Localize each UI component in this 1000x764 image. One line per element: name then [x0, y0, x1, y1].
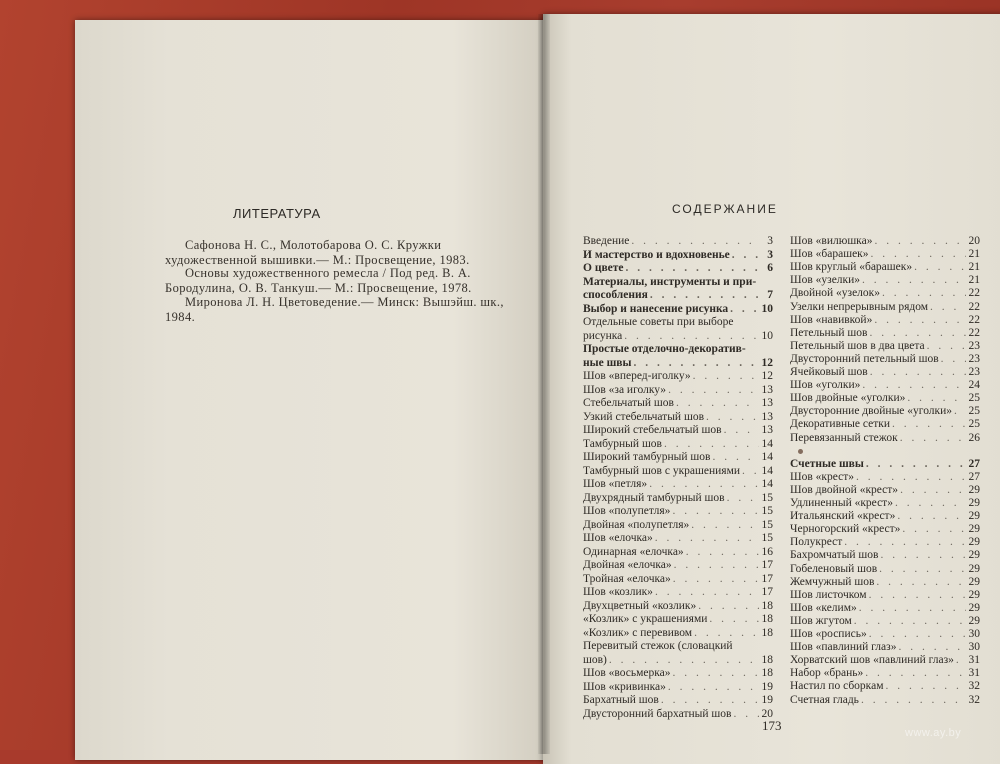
- toc-leader-dots: [928, 300, 966, 314]
- toc-entry-page: 15: [761, 505, 773, 517]
- toc-entry-page: 17: [761, 586, 773, 598]
- toc-entry: [790, 548, 980, 562]
- toc-entry-page: 27: [968, 470, 980, 483]
- toc-entry: [583, 315, 773, 329]
- left-page: [75, 20, 547, 760]
- toc-entry: [583, 288, 773, 302]
- toc-leader-dots: [852, 614, 966, 628]
- toc-entry: [583, 680, 773, 694]
- toc-entry: [790, 679, 980, 693]
- toc-entry-title: О цвете: [583, 262, 624, 274]
- toc-entry-title: Двойная «елочка»: [583, 559, 672, 571]
- toc-leader-dots: [607, 653, 759, 667]
- book-gutter: [538, 14, 550, 754]
- toc-entry-page: 18: [761, 667, 773, 679]
- toc-entry-title: Тамбурный шов с украшениями: [583, 464, 741, 477]
- reference-item: Сафонова Н. С., Молотобарова О. С. Кружки художественной вышивки.— М.: Просвещение, 1983.: [165, 238, 470, 267]
- reference-item: Основы художественного ремесла / Под ред. В. А. Бородулина, О. В. Танкуш.— М.: Просвещение, 1978.: [165, 266, 472, 295]
- toc-entry-page: 22: [968, 313, 980, 326]
- toc-leader-dots: [672, 558, 759, 572]
- toc-entry-title: Шов «петля»: [583, 478, 648, 490]
- toc-entry-page: 13: [761, 383, 773, 396]
- toc-entry: [790, 653, 980, 667]
- toc-entry-title: «Козлик» с перевивом: [583, 626, 693, 639]
- toc-entry: [790, 273, 980, 287]
- toc-entry-title: Бархатный шов: [583, 694, 659, 706]
- toc-entry-page: 15: [761, 532, 773, 544]
- toc-entry-title: Шов листочком: [790, 588, 867, 601]
- toc-entry-page: 29: [968, 536, 980, 549]
- toc-leader-dots: [670, 504, 759, 518]
- toc-entry: [583, 464, 773, 478]
- contents-title: СОДЕРЖАНИЕ: [672, 202, 778, 216]
- toc-entry-page: 15: [761, 491, 773, 504]
- toc-entry: [790, 470, 980, 484]
- toc-leader-dots: [872, 234, 966, 248]
- toc-leader-dots: [898, 483, 966, 497]
- toc-entry-title: Счетные швы: [790, 457, 864, 470]
- toc-entry-page: 32: [968, 680, 980, 693]
- toc-entry: [790, 417, 980, 431]
- toc-entry-page: 18: [761, 613, 773, 625]
- toc-leader-dots: [895, 509, 966, 523]
- toc-leader-dots: [722, 423, 759, 437]
- toc-entry: [790, 313, 980, 327]
- toc-entry-title: Жемчужный шов: [790, 575, 875, 588]
- toc-entry-title: Ячейковый шов: [790, 366, 868, 378]
- toc-leader-dots: [666, 383, 759, 397]
- toc-entry-title: Петельный шов: [790, 326, 868, 339]
- toc-entry-page: 22: [968, 300, 980, 313]
- toc-leader-dots: [868, 365, 966, 379]
- toc-entry-page: 17: [761, 559, 773, 571]
- toc-leader-dots: [896, 640, 966, 654]
- toc-leader-dots: [689, 518, 759, 532]
- toc-entry: [583, 653, 773, 667]
- toc-entry: [583, 437, 773, 451]
- toc-entry-title: Шов двойной «крест»: [790, 483, 899, 496]
- toc-entry: [790, 588, 980, 602]
- toc-entry: [583, 329, 773, 343]
- toc-entry-title: Полукрест: [790, 536, 843, 549]
- toc-leader-dots: [925, 339, 966, 353]
- toc-entry: [790, 535, 980, 549]
- toc-entry: [583, 707, 773, 721]
- toc-entry-page: 14: [761, 437, 773, 450]
- toc-leader-dots: [912, 260, 966, 274]
- toc-entry: [790, 627, 980, 641]
- toc-leader-dots: [860, 378, 966, 392]
- literature-title: ЛИТЕРАТУРА: [233, 206, 321, 221]
- toc-entry-title: Широкий тамбурный шов: [583, 451, 711, 463]
- toc-entry-page: 14: [761, 464, 773, 477]
- toc-leader-dots: [859, 693, 966, 707]
- toc-leader-dots: [864, 457, 966, 471]
- toc-leader-dots: [728, 302, 759, 316]
- toc-entry-page: 22: [968, 287, 980, 300]
- toc-entry: [790, 575, 980, 589]
- toc-leader-dots: [725, 491, 759, 505]
- toc-leader-dots: [696, 599, 759, 613]
- toc-leader-dots: [854, 470, 966, 484]
- toc-entry-title: шов): [583, 653, 607, 666]
- toc-entry-title: Двойная «полупетля»: [583, 518, 690, 531]
- toc-leader-dots: [653, 531, 759, 545]
- toc-entry: [583, 477, 773, 491]
- toc-entry: [583, 450, 773, 464]
- toc-entry-page: 18: [761, 626, 773, 639]
- toc-entry-title: Хорватский шов «павлиний глаз»: [790, 654, 954, 667]
- toc-entry-page: 12: [761, 356, 773, 369]
- toc-entry: [790, 431, 980, 445]
- toc-entry-page: 25: [968, 418, 980, 431]
- toc-entry-page: 29: [968, 575, 980, 588]
- toc-entry: [583, 248, 773, 262]
- toc-leader-dots: [893, 496, 966, 510]
- toc-entry-page: 29: [968, 614, 980, 627]
- toc-entry-title: Набор «брань»: [790, 667, 864, 680]
- toc-entry-title: Шов «крест»: [790, 470, 855, 483]
- toc-entry: [583, 531, 773, 545]
- toc-entry-page: 29: [968, 562, 980, 575]
- toc-entry-page: 30: [968, 628, 980, 640]
- toc-entry-title: Перевязанный стежок: [790, 431, 898, 444]
- toc-entry-title: Выбор и нанесение рисунка: [583, 302, 729, 315]
- toc-entry-page: 10: [761, 302, 773, 315]
- toc-entry-title: Двойной «узелок»: [790, 287, 881, 300]
- toc-entry-title: Счетная гладь: [790, 693, 859, 706]
- toc-entry-title: Шов «восьмерка»: [583, 667, 671, 679]
- toc-entry-title: Итальянский «крест»: [790, 510, 896, 523]
- toc-entry: [790, 339, 980, 353]
- toc-entry-title: Шов «навивкой»: [790, 313, 873, 326]
- toc-entry-title: Материалы, инструменты и при-: [583, 275, 757, 288]
- toc-entry-title: Шов «уголки»: [790, 379, 861, 392]
- toc-leader-dots: [890, 417, 966, 431]
- toc-entry: [790, 300, 980, 314]
- toc-entry-title: Двусторонний петельный шов: [790, 352, 939, 365]
- toc-entry: [583, 599, 773, 613]
- toc-entry-title: Двухцветный «козлик»: [583, 599, 697, 612]
- toc-entry: [790, 693, 980, 707]
- reference-item: Миронова Л. Н. Цветоведение.— Минск: Вышэйш. шк., 1984.: [165, 295, 504, 324]
- toc-entry-page: 13: [761, 424, 773, 436]
- toc-entry-title: Шов «павлиний глаз»: [790, 641, 897, 654]
- toc-entry: [790, 666, 980, 680]
- toc-entry-title: Черногорский «крест»: [790, 523, 901, 536]
- toc-entry: [583, 302, 773, 316]
- toc-entry-title: Простые отделочно-декоратив-: [583, 343, 746, 355]
- toc-entry: [790, 640, 980, 654]
- toc-leader-dots: [671, 666, 759, 680]
- toc-entry-title: Отдельные советы при выборе: [583, 316, 734, 328]
- toc-entry-page: 26: [968, 431, 980, 444]
- toc-entry-page: 21: [968, 248, 980, 261]
- toc-entry-title: Шов жгутом: [790, 614, 852, 627]
- toc-entry: [790, 378, 980, 392]
- toc-leader-dots: [880, 286, 966, 300]
- toc-entry-title: Шов «роспись»: [790, 628, 867, 640]
- toc-leader-dots: [691, 369, 759, 383]
- toc-entry: [790, 365, 980, 379]
- toc-entry-page: 29: [968, 588, 980, 601]
- toc-entry: [583, 639, 773, 653]
- toc-entry-title: Шов «узелки»: [790, 274, 861, 287]
- toc-entry-title: способления: [583, 289, 648, 301]
- toc-entry: [583, 356, 773, 370]
- toc-entry: [790, 444, 980, 458]
- toc-entry-title: Тамбурный шов: [583, 437, 662, 450]
- toc-entry-page: 16: [761, 545, 773, 558]
- toc-leader-dots: [842, 535, 966, 549]
- toc-leader-dots: [631, 356, 759, 370]
- toc-entry-page: 29: [968, 601, 980, 614]
- toc-leader-dots: [674, 396, 759, 410]
- toc-entry-title: Петельный шов в два цвета: [790, 339, 925, 352]
- toc-leader-dots: [878, 548, 966, 562]
- toc-leader-dots: [684, 545, 759, 559]
- toc-entry-page: 14: [761, 478, 773, 490]
- toc-entry-page: 29: [968, 510, 980, 523]
- toc-leader-dots: [704, 410, 759, 424]
- toc-leader-dots: [869, 247, 966, 261]
- toc-entry: [583, 410, 773, 424]
- toc-entry-page: 17: [761, 572, 773, 585]
- toc-leader-dots: [707, 612, 759, 626]
- toc-entry-title: Двусторонний бархатный шов: [583, 707, 732, 720]
- toc-leader-dots: [863, 666, 966, 680]
- toc-leader-dots: [731, 707, 759, 721]
- toc-entry: [583, 369, 773, 383]
- toc-entry-title: Шов «козлик»: [583, 586, 653, 598]
- toc-entry: [790, 352, 980, 366]
- toc-entry-page: 13: [761, 410, 773, 423]
- toc-entry: [583, 518, 773, 532]
- toc-leader-dots: [653, 585, 759, 599]
- toc-leader-dots: [662, 437, 759, 451]
- toc-entry-page: 25: [968, 392, 980, 405]
- toc-entry-title: Шов круглый «барашек»: [790, 261, 913, 274]
- toc-entry: [790, 496, 980, 510]
- toc-entry-page: 21: [968, 274, 980, 287]
- toc-entry: [583, 545, 773, 559]
- toc-entry-page: 23: [968, 352, 980, 365]
- toc-entry: [790, 614, 980, 628]
- toc-entry-page: 20: [968, 235, 980, 247]
- toc-entry-page: 19: [761, 680, 773, 693]
- toc-entry-title: Гобеленовый шов: [790, 562, 878, 575]
- toc-entry-page: 24: [968, 379, 980, 392]
- toc-entry: [790, 404, 980, 418]
- toc-entry-page: 29: [968, 523, 980, 536]
- toc-entry-page: 29: [968, 497, 980, 509]
- toc-entry-title: Перевитый стежок (словацкий: [583, 640, 733, 652]
- toc-entry-title: Узкий стебельчатый шов: [583, 410, 704, 423]
- toc-entry-title: Одинарная «елочка»: [583, 545, 684, 558]
- toc-leader-dots: [952, 404, 966, 418]
- toc-entry-title: Двусторонние двойные «уголки»: [790, 405, 953, 418]
- toc-entry: [583, 626, 773, 640]
- toc-entry-page: 15: [761, 518, 773, 531]
- toc-entry: [790, 601, 980, 615]
- toc-leader-dots: [692, 626, 759, 640]
- toc-leader-dots: [666, 680, 759, 694]
- toc-entry-page: 23: [968, 366, 980, 378]
- toc-entry-page: 22: [968, 326, 980, 339]
- toc-entry: [583, 491, 773, 505]
- toc-entry-title: Шов двойные «уголки»: [790, 392, 906, 405]
- toc-entry-page: 23: [968, 339, 980, 352]
- toc-entry-title: Шов «вилюшка»: [790, 235, 873, 247]
- toc-leader-dots: [629, 234, 759, 248]
- toc-entry: [790, 562, 980, 576]
- toc-leader-dots: [867, 588, 966, 602]
- toc-entry-title: ные швы: [583, 356, 632, 369]
- toc-entry-page: 21: [968, 261, 980, 274]
- toc-entry: [583, 585, 773, 599]
- toc-entry-title: Декоративные сетки: [790, 418, 890, 431]
- toc-leader-dots: [647, 477, 759, 491]
- toc-leader-dots: [877, 562, 966, 576]
- toc-entry-page: 30: [968, 641, 980, 654]
- toc-entry-title: Широкий стебельчатый шов: [583, 424, 722, 436]
- toc-entry-page: 27: [968, 457, 980, 470]
- paper-stain: [798, 449, 803, 454]
- toc-entry-title: Тройная «елочка»: [583, 572, 671, 585]
- toc-leader-dots: [622, 329, 759, 343]
- toc-entry-title: Шов «за иголку»: [583, 383, 667, 396]
- toc-entry-title: Двухрядный тамбурный шов: [583, 491, 725, 504]
- toc-leader-dots: [867, 627, 966, 641]
- toc-entry-page: 13: [761, 397, 773, 409]
- toc-entry-page: 19: [761, 694, 773, 706]
- watermark: www.ay.by: [905, 727, 962, 739]
- toc-leader-dots: [905, 391, 966, 405]
- toc-entry-title: Введение: [583, 235, 630, 247]
- toc-entry: [790, 286, 980, 300]
- toc-entry: [583, 275, 773, 289]
- toc-entry-page: 32: [968, 693, 980, 706]
- toc-entry: [790, 247, 980, 261]
- toc-entry-page: 18: [761, 653, 773, 666]
- toc-leader-dots: [671, 572, 759, 586]
- toc-entry-title: Шов «вперед-иголку»: [583, 370, 691, 382]
- toc-entry-page: 14: [761, 451, 773, 463]
- toc-leader-dots: [710, 450, 759, 464]
- toc-leader-dots: [900, 522, 966, 536]
- toc-entry: [583, 504, 773, 518]
- toc-entry-title: Узелки непрерывным рядом: [790, 300, 929, 313]
- toc-leader-dots: [860, 273, 966, 287]
- toc-leader-dots: [740, 464, 759, 478]
- toc-entry: [583, 612, 773, 626]
- toc-leader-dots: [874, 575, 966, 589]
- toc-entry-title: И мастерство и вдохновенье: [583, 248, 730, 261]
- toc-entry: [790, 522, 980, 536]
- toc-entry-page: 3: [767, 235, 773, 247]
- toc-leader-dots: [872, 313, 966, 327]
- toc-entry-page: 12: [761, 370, 773, 382]
- toc-entry-page: 18: [761, 599, 773, 612]
- toc-entry-page: 6: [767, 262, 773, 274]
- toc-leader-dots: [857, 601, 966, 615]
- toc-entry-title: Удлиненный «крест»: [790, 497, 893, 509]
- toc-leader-dots: [659, 693, 759, 707]
- toc-entry-page: 31: [968, 667, 980, 680]
- toc-entry-title: Настил по сборкам: [790, 680, 884, 693]
- toc-entry: [790, 483, 980, 497]
- toc-entry-title: Шов «келим»: [790, 601, 857, 614]
- toc-entry: [583, 234, 773, 248]
- toc-entry-title: Бахромчатый шов: [790, 549, 879, 562]
- toc-entry-title: Шов «кривинка»: [583, 680, 666, 693]
- toc-entry-page: 29: [968, 549, 980, 562]
- toc-leader-dots: [867, 326, 966, 340]
- toc-entry: [583, 693, 773, 707]
- toc-entry-page: 7: [767, 289, 773, 301]
- toc-entry: [583, 261, 773, 275]
- toc-entry-title: «Козлик» с украшениями: [583, 613, 708, 625]
- toc-entry-page: 29: [968, 483, 980, 496]
- toc-entry-title: Шов «барашек»: [790, 248, 869, 261]
- toc-entry-title: рисунка: [583, 329, 623, 342]
- toc-leader-dots: [730, 248, 759, 262]
- toc-entry: [583, 423, 773, 437]
- toc-entry-page: 20: [761, 707, 773, 720]
- toc-entry: [790, 391, 980, 405]
- toc-leader-dots: [624, 261, 759, 275]
- toc-entry-title: Шов «елочка»: [583, 532, 653, 544]
- toc-leader-dots: [939, 352, 966, 366]
- toc-entry: [583, 383, 773, 397]
- toc-entry: [790, 234, 980, 248]
- toc-leader-dots: [648, 288, 759, 302]
- toc-entry: [583, 558, 773, 572]
- toc-entry-page: 3: [767, 248, 773, 261]
- toc-entry-title: Шов «полупетля»: [583, 505, 671, 517]
- page-number: 173: [762, 718, 782, 733]
- toc-entry-page: 25: [968, 405, 980, 418]
- toc-leader-dots: [883, 679, 966, 693]
- toc-leader-dots: [954, 653, 966, 667]
- toc-entry: [790, 457, 980, 471]
- toc-entry: [790, 509, 980, 523]
- toc-leader-dots: [898, 431, 966, 445]
- toc-entry-page: 31: [968, 654, 980, 667]
- toc-entry: [790, 260, 980, 274]
- toc-entry: [583, 396, 773, 410]
- toc-entry-title: Стебельчатый шов: [583, 397, 674, 409]
- toc-entry-page: 10: [761, 329, 773, 342]
- toc-entry: [583, 572, 773, 586]
- toc-entry: [583, 666, 773, 680]
- toc-entry: [790, 326, 980, 340]
- toc-entry: [583, 342, 773, 356]
